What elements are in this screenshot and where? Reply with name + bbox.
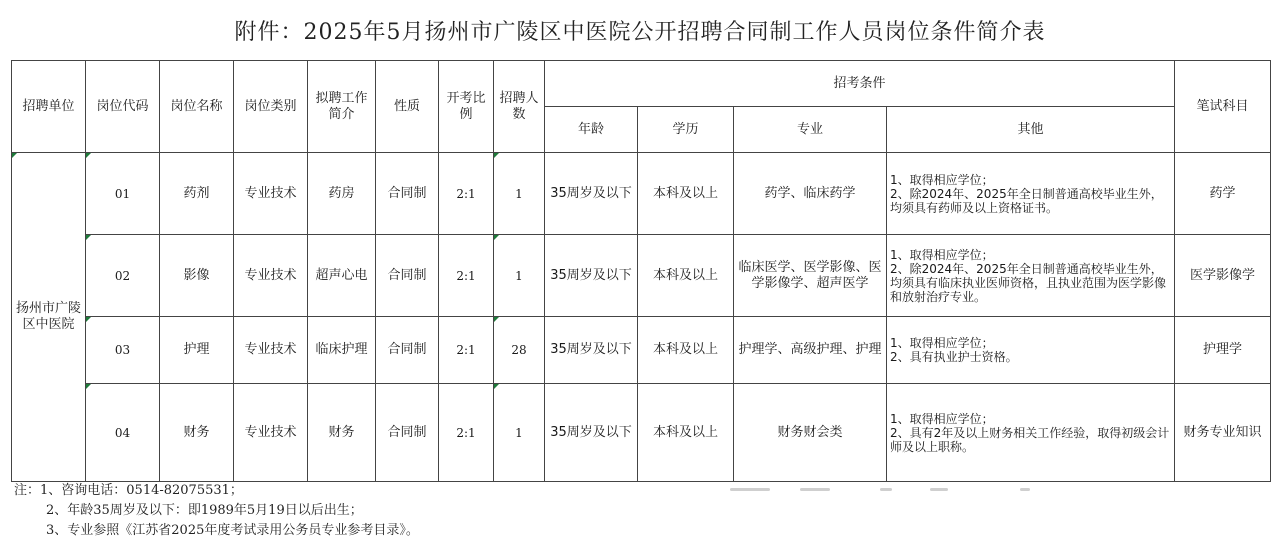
post-code: 04 (86, 384, 160, 482)
post-other: 1、取得相应学位； 2、除2024年、2025年全日制普通高校毕业生外，均须具有药师及以上资格证书。 (887, 153, 1175, 235)
post-other: 1、取得相应学位； 2、具有2年及以上财务相关工作经验，取得初级会计师及以上职称。 (887, 384, 1175, 482)
post-count: 1 (494, 153, 545, 235)
note-major-reference: 3、专业参照《江苏省2025年度考试录用公务员专业参考目录》。 (46, 523, 419, 538)
post-name: 影像 (160, 235, 234, 317)
header-age: 年龄 (545, 107, 638, 153)
post-exam: 药学 (1175, 153, 1271, 235)
scan-artifact (730, 488, 770, 491)
table-row (12, 235, 1271, 317)
post-ratio: 2:1 (439, 235, 494, 317)
cell-marker (86, 384, 91, 389)
post-major: 财务财会类 (734, 384, 887, 482)
post-major: 护理学、高级护理、护理 (734, 317, 887, 384)
post-nature: 合同制 (376, 235, 439, 317)
post-edu: 本科及以上 (638, 235, 734, 317)
header-other: 其他 (887, 107, 1175, 153)
cell-marker (494, 317, 499, 322)
unit-name-cell (12, 153, 86, 482)
scan-artifact (1020, 488, 1030, 491)
header-intro: 拟聘工作简介 (308, 61, 376, 153)
post-count: 28 (494, 317, 545, 384)
post-intro: 财务 (308, 384, 376, 482)
post-ratio: 2:1 (439, 317, 494, 384)
table-row (12, 317, 1271, 384)
header-major: 专业 (734, 107, 887, 153)
cell-marker (494, 153, 499, 158)
note-phone: 注：1、咨询电话：0514-82075531； (14, 483, 243, 498)
document-title: 附件：2025年5月扬州市广陵区中医院公开招聘合同制工作人员岗位条件简介表 (234, 20, 1046, 45)
post-nature: 合同制 (376, 384, 439, 482)
post-edu: 本科及以上 (638, 153, 734, 235)
post-other: 1、取得相应学位； 2、具有执业护士资格。 (887, 317, 1175, 384)
header-code: 岗位代码 (86, 61, 160, 153)
cell-marker (494, 384, 499, 389)
cell-marker (86, 153, 91, 158)
post-age: 35周岁及以下 (545, 235, 638, 317)
post-exam: 护理学 (1175, 317, 1271, 384)
unit-name: 扬州市广陵区中医院 (15, 301, 81, 332)
post-category: 专业技术 (234, 235, 308, 317)
cell-marker (86, 317, 91, 322)
header-category: 岗位类别 (234, 61, 308, 153)
post-count: 1 (494, 384, 545, 482)
post-category: 专业技术 (234, 317, 308, 384)
post-intro: 临床护理 (308, 317, 376, 384)
recruitment-table (11, 60, 1271, 482)
scan-artifact (800, 488, 830, 491)
post-intro: 药房 (308, 153, 376, 235)
post-code: 01 (86, 153, 160, 235)
post-ratio: 2:1 (439, 384, 494, 482)
header-unit: 招聘单位 (12, 61, 86, 153)
post-count: 1 (494, 235, 545, 317)
cell-marker (494, 235, 499, 240)
header-edu: 学历 (638, 107, 734, 153)
post-name: 财务 (160, 384, 234, 482)
post-major: 临床医学、医学影像、医学影像学、超声医学 (734, 235, 887, 317)
header-name: 岗位名称 (160, 61, 234, 153)
cell-marker (86, 235, 91, 240)
post-name: 药剂 (160, 153, 234, 235)
post-exam: 医学影像学 (1175, 235, 1271, 317)
post-age: 35周岁及以下 (545, 153, 638, 235)
post-name: 护理 (160, 317, 234, 384)
scan-artifact (930, 488, 948, 491)
post-major: 药学、临床药学 (734, 153, 887, 235)
scan-artifact (880, 488, 892, 491)
post-code: 03 (86, 317, 160, 384)
post-code: 02 (86, 235, 160, 317)
post-category: 专业技术 (234, 153, 308, 235)
header-exam: 笔试科目 (1175, 61, 1271, 153)
post-category: 专业技术 (234, 384, 308, 482)
note-age: 2、年龄35周岁及以下：即1989年5月19日以后出生； (46, 503, 363, 518)
post-nature: 合同制 (376, 317, 439, 384)
post-edu: 本科及以上 (638, 384, 734, 482)
post-nature: 合同制 (376, 153, 439, 235)
header-conditions: 招考条件 (545, 61, 1175, 107)
table-row (12, 384, 1271, 482)
post-ratio: 2:1 (439, 153, 494, 235)
header-ratio: 开考比例 (439, 61, 494, 153)
table-row (12, 153, 1271, 235)
post-intro: 超声心电 (308, 235, 376, 317)
post-edu: 本科及以上 (638, 317, 734, 384)
post-exam: 财务专业知识 (1175, 384, 1271, 482)
post-other: 1、取得相应学位； 2、除2024年、2025年全日制普通高校毕业生外，均须具有临床执业医师资格，且执业范围为医学影像和放射治疗专业。 (887, 235, 1175, 317)
post-age: 35周岁及以下 (545, 317, 638, 384)
header-count: 招聘人数 (494, 61, 545, 153)
header-nature: 性质 (376, 61, 439, 153)
cell-marker (12, 153, 17, 158)
post-age: 35周岁及以下 (545, 384, 638, 482)
notes-section (14, 481, 1214, 541)
